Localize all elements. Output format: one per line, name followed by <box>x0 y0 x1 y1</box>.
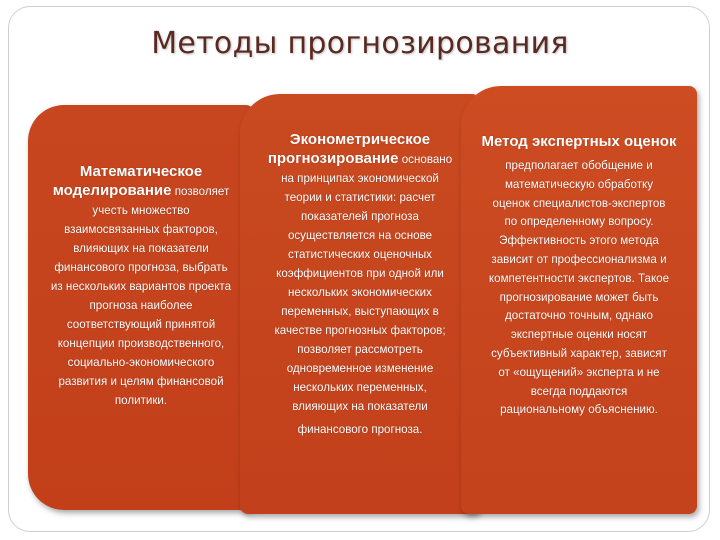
panel-text-line: концепции производственного, <box>57 337 225 350</box>
panel-text-line: Эффективность этого метода <box>499 234 659 248</box>
panel-heading-line: моделирование <box>52 182 172 199</box>
panel-text-line: развития и целям финансовой <box>58 375 224 388</box>
panel-text-line: финансового прогноза. <box>297 423 423 436</box>
panel-text-line: на принципах экономической <box>281 172 439 185</box>
panel-text-line: социально-экономического <box>67 356 215 369</box>
panel-expert-estimation <box>461 86 697 514</box>
panel-text-line: одновременное изменение <box>286 362 434 375</box>
panel-text-line: экспертные оценки носят <box>510 328 648 342</box>
panel-text-line: позволяет <box>174 185 230 198</box>
panel-text-line: прогноза наиболее <box>89 299 193 312</box>
panel-heading-line: Метод экспертных оценок <box>481 133 677 150</box>
panel-text-line: основано <box>401 153 453 166</box>
panel-econometric-forecasting <box>240 94 480 514</box>
panel-text-line: статистических оценочных <box>288 248 432 261</box>
panel-text-line: субъективный характер, зависят <box>491 346 667 360</box>
panel-text-line: достаточно точным, однако <box>505 309 653 323</box>
slide-title: Методы прогнозирования <box>151 26 569 61</box>
panel-text <box>461 132 697 420</box>
panel-text-line: нескольких переменных, <box>293 381 427 394</box>
panel-heading-line: Эконометрическое <box>289 131 431 148</box>
panel-text-line: рациональному объяснению. <box>500 403 658 417</box>
panel-text-line: качестве прогнозных факторов; <box>274 324 446 337</box>
panel-text-line: прогнозирование может быть <box>499 290 659 304</box>
panel-text-line: нескольких экономических <box>288 286 432 299</box>
panel-heading-line: прогнозирование <box>267 150 399 167</box>
panel-text-line: компетентности экспертов. Такое <box>488 271 670 285</box>
panel-text-line: учесть множество <box>92 204 190 217</box>
panel-text-line: влияющих на показатели <box>73 242 209 255</box>
panel-mathematical-modeling <box>28 105 254 510</box>
panel-text-line: политики. <box>114 394 168 407</box>
panel-text-line: соответствующий принятой <box>66 318 216 331</box>
panel-text-line: зависит от профессионализма и <box>491 252 667 266</box>
panel-text-line: по определенному вопросу. <box>504 215 654 229</box>
panel-text-line: осуществляется на основе <box>287 229 433 242</box>
panel-text-line: взаимосвязанных факторов, <box>64 223 218 236</box>
panel-text <box>28 162 254 410</box>
panel-text-line: теории и статистики: расчет <box>284 191 436 204</box>
panel-text-line: из нескольких вариантов проекта <box>50 280 232 293</box>
panel-text-line: переменных, выступающих в <box>281 305 439 318</box>
panel-text-line: влияющих на показатели <box>292 400 428 413</box>
panel-text <box>240 130 480 439</box>
panel-text-line: от «ощущений» эксперта и не <box>498 365 660 379</box>
panel-text-line: коэффициентов при одной или <box>276 267 444 280</box>
panel-heading-line: Математическое <box>79 163 203 180</box>
panel-text-line: предполагает обобщение и <box>505 159 653 172</box>
panel-text-line: математическую обработку <box>504 177 654 191</box>
panel-text-line: позволяет рассмотреть <box>297 343 423 356</box>
panel-text-line: оценок специалистов-экспертов <box>492 196 666 210</box>
panel-text-line: финансового прогноза, выбрать <box>54 261 228 274</box>
panel-text-line: показателей прогноза <box>301 210 419 223</box>
panel-text-line: всегда поддаются <box>530 384 628 398</box>
